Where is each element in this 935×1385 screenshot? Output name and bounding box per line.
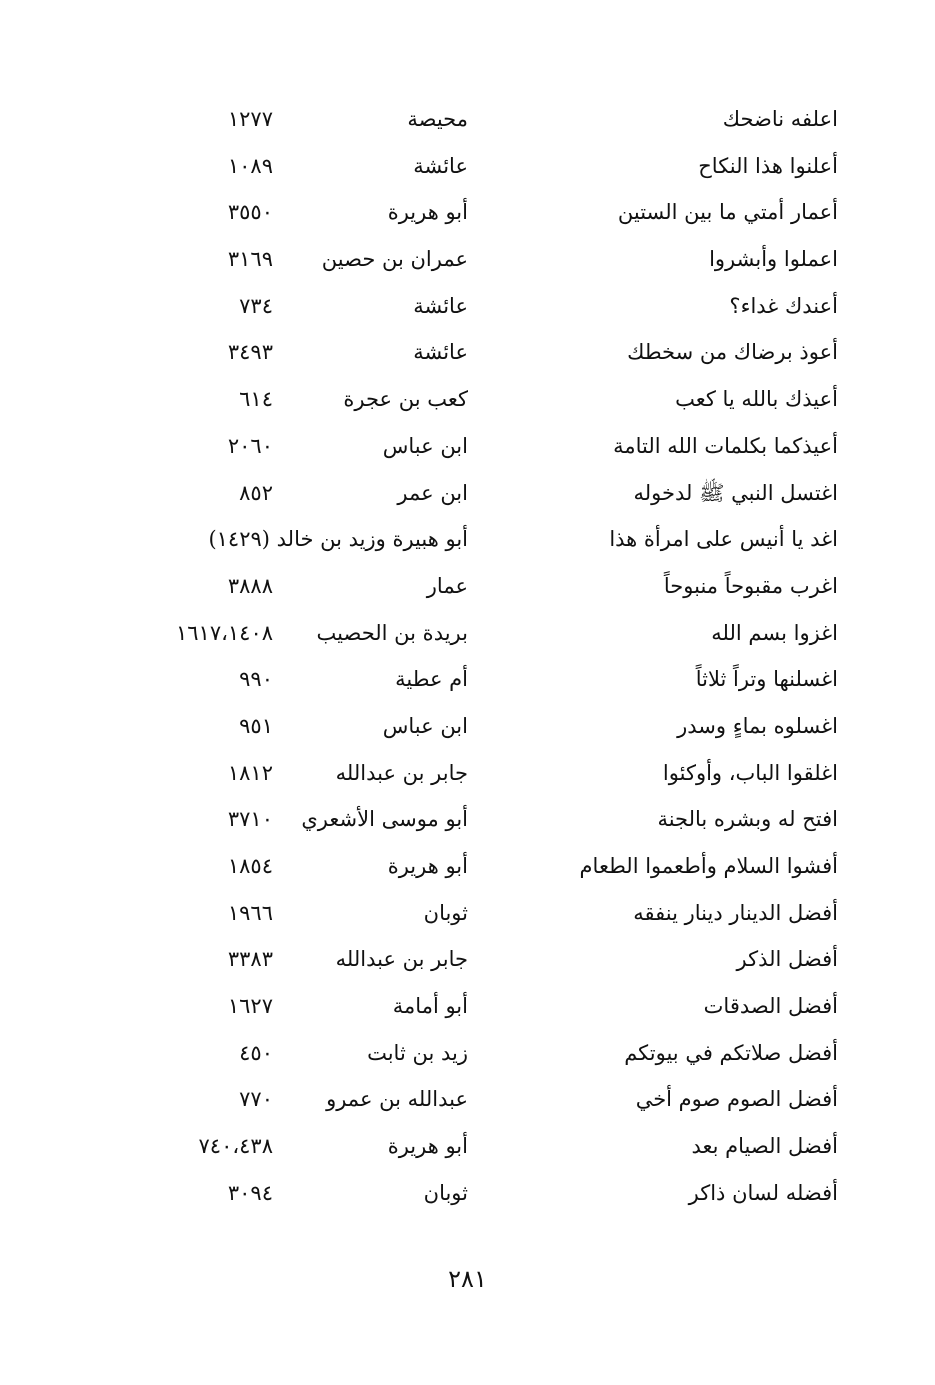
hadith-text: أعوذ برضاك من سخطك	[627, 340, 838, 365]
hadith-number: ١٢٧٧	[227, 107, 273, 131]
narrator-name: أبو هريرة	[387, 854, 468, 878]
index-row	[0, 614, 935, 661]
hadith-number: ٣٥٥٠	[227, 200, 273, 225]
index-row	[0, 707, 935, 754]
narrator-name: ابن عباس	[382, 713, 468, 738]
hadith-number: ٧٣٤	[239, 293, 273, 318]
hadith-text: أفشوا السلام وأطعموا الطعام	[579, 854, 838, 878]
hadith-number: ٨٥٢	[239, 480, 273, 505]
narrator-name: زيد بن ثابت	[367, 1040, 468, 1065]
index-row	[0, 380, 935, 427]
hadith-number: ٣٣٨٣	[227, 947, 273, 972]
hadith-number: ٤٥٠	[239, 1040, 273, 1065]
narrator-name: أبو هريرة	[387, 200, 468, 225]
hadith-number: ٣١٦٩	[227, 247, 273, 272]
hadith-number: ١٨٥٤	[227, 854, 273, 878]
hadith-number: ١٨١٢	[227, 760, 273, 785]
hadith-text: أعيذكما بكلمات الله التامة	[613, 433, 838, 458]
index-row	[0, 147, 935, 194]
narrator-name: عمران بن حصين	[321, 247, 468, 272]
hadith-text: أفضل الدينار دينار ينفقه	[633, 900, 838, 925]
hadith-text: أفضل الذكر	[736, 947, 838, 972]
narrator-name: عائشة	[413, 340, 468, 365]
hadith-text: أفضله لسان ذاكر	[688, 1180, 838, 1205]
hadith-text: اعلفه ناضحك	[722, 107, 838, 131]
index-row	[0, 567, 935, 614]
narrator-name: ابن عمر	[397, 480, 468, 505]
narrator-name: أبو هريرة	[387, 1134, 468, 1159]
index-row	[0, 1080, 935, 1127]
narrator-name: أبو هبيرة وزيد بن خالد (١٤٢٩)	[208, 527, 468, 552]
hadith-number: ١٠٨٩	[227, 153, 273, 178]
index-row	[0, 660, 935, 707]
hadith-number: ٩٥١	[239, 713, 273, 738]
hadith-text: اغسلوه بماءٍ وسدر	[677, 713, 838, 738]
index-row	[0, 287, 935, 334]
narrator-name: أبو أمامة	[392, 994, 468, 1019]
index-row	[0, 474, 935, 521]
narrator-name: جابر بن عبدالله	[335, 760, 468, 785]
index-row	[0, 987, 935, 1034]
index-row	[0, 240, 935, 287]
narrator-name: محيصة	[407, 107, 468, 131]
narrator-name: ثوبان	[423, 1180, 468, 1205]
narrator-name: عائشة	[413, 293, 468, 318]
hadith-text: اغلقوا الباب، وأوكئوا	[662, 760, 838, 785]
index-row	[0, 333, 935, 380]
hadith-number: ٣٧١٠	[227, 807, 273, 832]
hadith-text: أعلنوا هذا النكاح	[698, 153, 838, 178]
index-row	[0, 100, 935, 147]
hadith-text: اغسلنها وتراً ثلاثاً	[695, 667, 838, 692]
hadith-index-table	[0, 100, 935, 1221]
hadith-text: افتح له وبشره بالجنة	[657, 807, 838, 832]
hadith-text: اعملوا وأبشروا	[709, 247, 838, 272]
hadith-text: أعمار أمتي ما بين الستين	[617, 200, 838, 225]
hadith-text: اغتسل النبي ﷺ لدخوله	[633, 480, 838, 505]
narrator-name: عمار	[426, 573, 468, 598]
index-row	[0, 1034, 935, 1081]
index-row	[0, 754, 935, 801]
narrator-name: عائشة	[413, 153, 468, 178]
narrator-name: بريدة بن الحصيب	[316, 620, 468, 645]
hadith-text: أفضل الصدقات	[703, 994, 838, 1019]
index-row	[0, 193, 935, 240]
hadith-number: ٣٠٩٤	[227, 1180, 273, 1205]
narrator-name: أم عطية	[395, 667, 468, 692]
hadith-number: ٧٧٠	[239, 1087, 273, 1112]
narrator-name: عبدالله بن عمرو	[326, 1087, 468, 1112]
index-row	[0, 940, 935, 987]
hadith-number: ٢٠٦٠	[227, 433, 273, 458]
page-number: ٢٨١	[448, 1265, 487, 1293]
hadith-text: أعندك غداء؟	[729, 293, 838, 318]
hadith-number: ٣٤٩٣	[227, 340, 273, 365]
index-row	[0, 894, 935, 941]
hadith-number: ١٦١٧،١٤٠٨	[175, 620, 273, 645]
hadith-text: أفضل الصيام بعد	[691, 1134, 838, 1159]
narrator-name: ثوبان	[423, 900, 468, 925]
index-row	[0, 520, 935, 567]
narrator-name: جابر بن عبدالله	[335, 947, 468, 972]
narrator-name: أبو موسى الأشعري	[301, 807, 468, 832]
hadith-number: ١٦٢٧	[227, 994, 273, 1019]
hadith-text: أفضل صلاتكم في بيوتكم	[624, 1040, 838, 1065]
index-row	[0, 847, 935, 894]
hadith-number: ١٩٦٦	[227, 900, 273, 925]
narrator-name: ابن عباس	[382, 433, 468, 458]
index-row	[0, 1174, 935, 1221]
index-row	[0, 1127, 935, 1174]
index-row	[0, 427, 935, 474]
hadith-number: ٧٤٠،٤٣٨	[198, 1134, 273, 1159]
hadith-text: أفضل الصوم صوم أخي	[635, 1087, 838, 1112]
hadith-number: ٦١٤	[239, 387, 273, 412]
hadith-text: اغد يا أنيس على امرأة هذا	[609, 527, 838, 552]
hadith-number: ٣٨٨٨	[227, 573, 273, 598]
narrator-name: كعب بن عجرة	[343, 387, 468, 412]
hadith-text: اغزوا بسم الله	[711, 620, 838, 645]
hadith-number: ٩٩٠	[239, 667, 273, 692]
hadith-text: اغرب مقبوحاً منبوحاً	[663, 573, 838, 598]
hadith-text: أعيذك بالله يا كعب	[675, 387, 838, 412]
index-row	[0, 800, 935, 847]
